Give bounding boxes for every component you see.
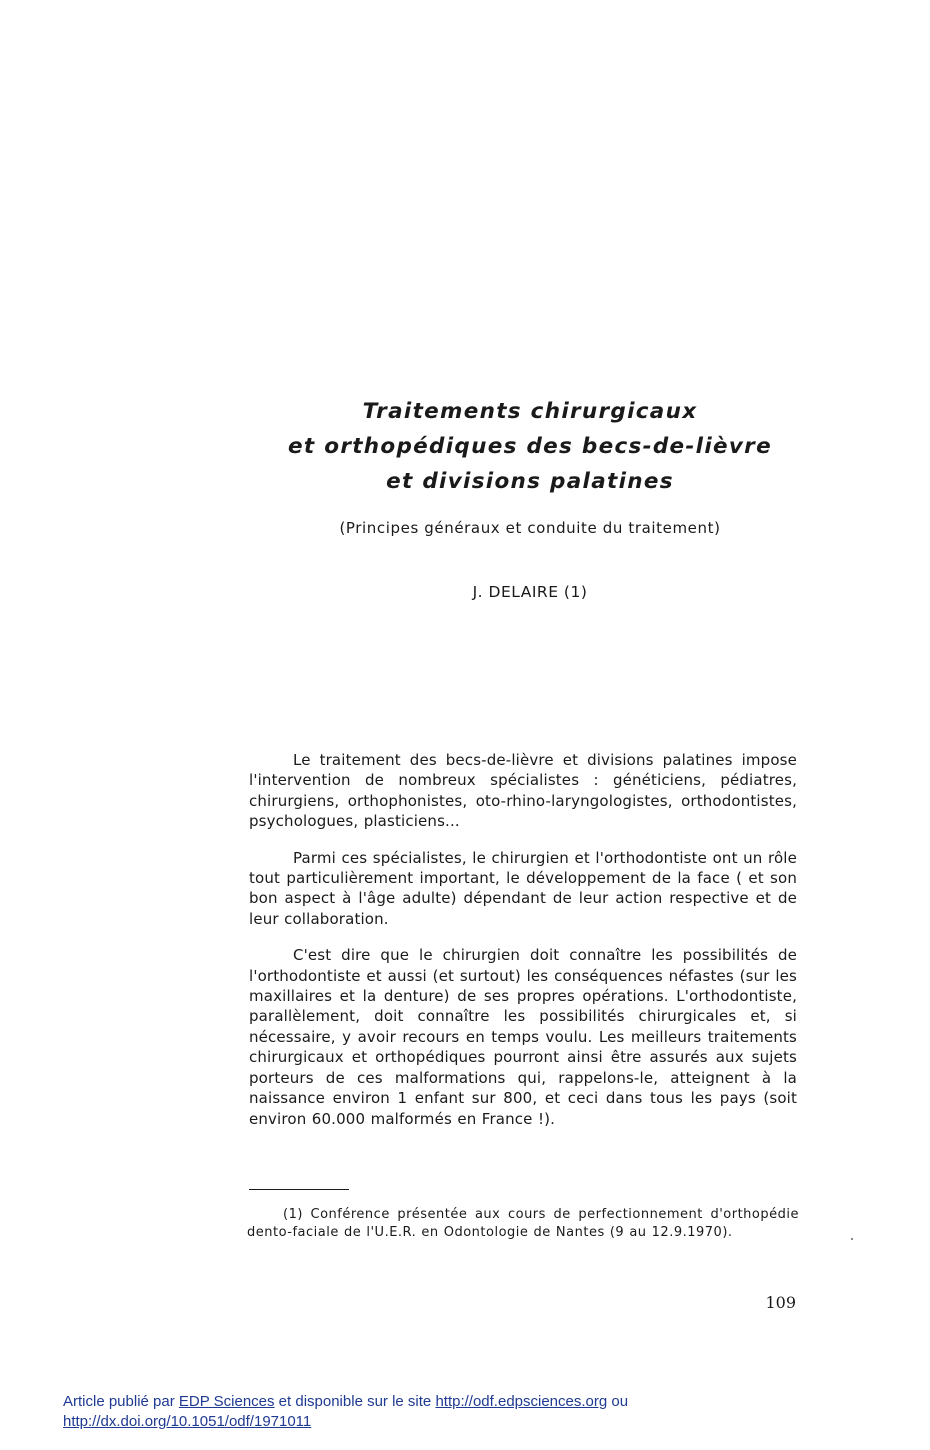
footnote-divider xyxy=(249,1189,349,1190)
article-title xyxy=(240,394,820,499)
title-line-3: et divisions palatines xyxy=(386,469,674,494)
title-line-1: Traitements chirurgicaux xyxy=(362,399,698,424)
body-paragraph-3: C'est dire que le chirurgien doit connaître les possibilités de l'orthodontiste et aussi (et surtout) les conséquences néfastes (sur les maxillaires et la denture) de ses propres opérations. L'orthodontiste, parallèlement, doit connaître les possibilités chirurgicales et, si nécessaire, y avoir recours en temps voulu. Les meilleurs traitements chirurgicaux et orthopédiques pourront ainsi être assurés aux sujets porteurs de ces malformations qui, rappelons-le, atteignent à la naissance environ 1 enfant sur 800, et ceci dans tous les pays (soit environ 60.000 malformés en France !). xyxy=(249,946,797,1128)
publisher-note-prefix: Article publié par xyxy=(63,1393,179,1410)
page-number: 109 xyxy=(765,1293,796,1312)
doi-link[interactable]: http://dx.doi.org/10.1051/odf/1971011 xyxy=(63,1413,312,1430)
footnote: (1) Conférence présentée aux cours de perfectionnement d'orthopédie dento-faciale de l'U.E.R. en Odontologie de Nantes (9 au 12.9.1970). xyxy=(247,1207,799,1240)
title-line-2: et orthopédiques des becs-de-lièvre xyxy=(288,434,772,459)
publisher-note-middle: et disponible sur le site xyxy=(274,1393,436,1410)
journal-site-link[interactable]: http://odf.edpsciences.org xyxy=(435,1393,608,1410)
article-body xyxy=(249,750,797,1145)
body-paragraph-2: Parmi ces spécialistes, le chirurgien et l'orthodontiste ont un rôle tout particulièrement important, le développement de la face ( et son bon aspect à l'âge adulte) dépendant de leur action respective et de leur collaboration. xyxy=(249,848,797,928)
publisher-note xyxy=(63,1392,863,1432)
publisher-note-suffix: ou xyxy=(607,1393,629,1410)
body-paragraph-1: Le traitement des becs-de-lièvre et divisions palatines impose l'intervention de nombreux spécialistes : généticiens, pédiatres, chirurgiens, orthophonistes, oto-rhino-laryngologistes, orthodontistes, psychologues, plasticiens... xyxy=(249,751,797,831)
publisher-link[interactable]: EDP Sciences xyxy=(178,1393,275,1410)
article-author: J. DELAIRE (1) xyxy=(472,583,588,601)
scan-speck xyxy=(851,1238,853,1240)
article-subtitle: (Principes généraux et conduite du traitement) xyxy=(339,519,721,537)
